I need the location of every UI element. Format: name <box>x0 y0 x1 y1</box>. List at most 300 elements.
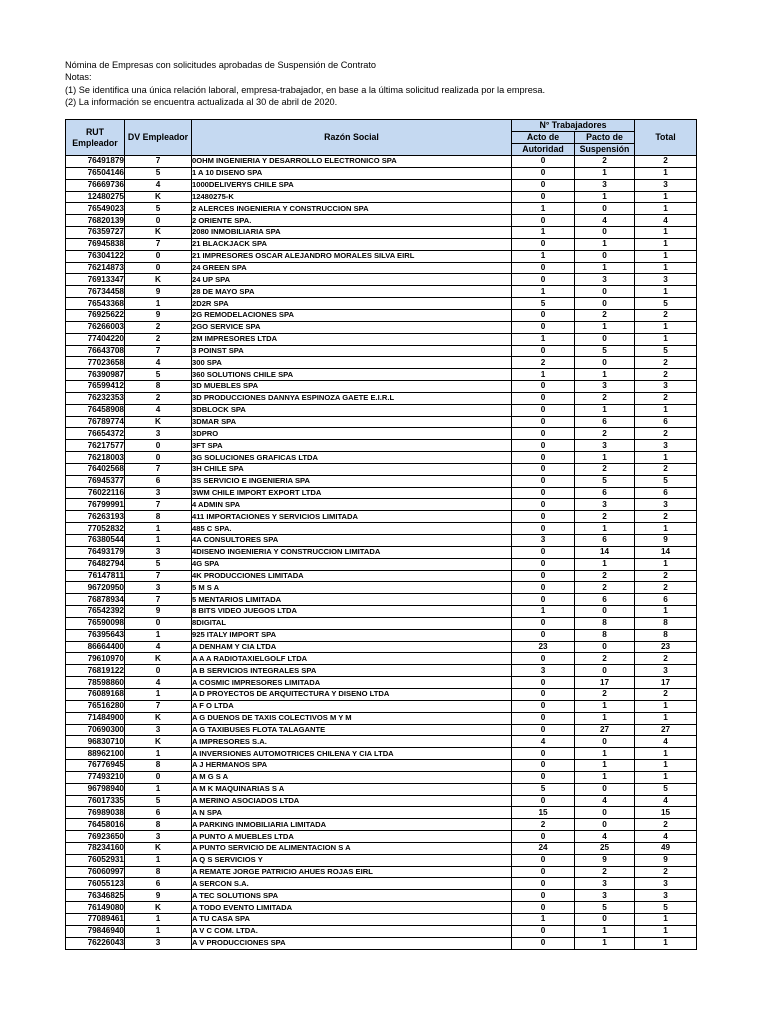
table-row <box>66 309 697 321</box>
cell-acto-autoridad: 0 <box>512 890 575 902</box>
cell-rut: 76820139 <box>66 215 125 227</box>
cell-pacto-suspension: 1 <box>575 404 635 416</box>
cell-pacto-suspension: 1 <box>575 238 635 250</box>
cell-dv: 3 <box>125 831 192 843</box>
cell-pacto-suspension: 1 <box>575 369 635 381</box>
cell-razon-social: 3 POINST SPA <box>192 345 512 357</box>
table-row <box>66 795 697 807</box>
cell-dv: 7 <box>125 700 192 712</box>
cell-razon-social: A COSMIC IMPRESORES LIMITADA <box>192 677 512 689</box>
table-row <box>66 298 697 310</box>
table-row <box>66 937 697 949</box>
cell-rut: 76149080 <box>66 902 125 914</box>
cell-dv: 7 <box>125 238 192 250</box>
cell-acto-autoridad: 0 <box>512 866 575 878</box>
cell-dv: 5 <box>125 203 192 215</box>
table-row <box>66 748 697 760</box>
cell-razon-social: 3D MUEBLES SPA <box>192 381 512 393</box>
cell-razon-social: 24 UP SPA <box>192 274 512 286</box>
cell-total: 1 <box>635 771 697 783</box>
cell-acto-autoridad: 0 <box>512 677 575 689</box>
table-row <box>66 463 697 475</box>
cell-dv: 7 <box>125 463 192 475</box>
cell-razon-social: 12480275-K <box>192 191 512 203</box>
cell-acto-autoridad: 0 <box>512 392 575 404</box>
table-row <box>66 345 697 357</box>
cell-razon-social: A INVERSIONES AUTOMOTRICES CHILENA Y CIA LTDA <box>192 748 512 760</box>
cell-razon-social: A IMPRESORES S.A. <box>192 736 512 748</box>
cell-rut: 76923650 <box>66 831 125 843</box>
cell-acto-autoridad: 1 <box>512 250 575 262</box>
table-row <box>66 274 697 286</box>
table-row <box>66 783 697 795</box>
table-row <box>66 724 697 736</box>
table-row <box>66 914 697 926</box>
cell-acto-autoridad: 0 <box>512 475 575 487</box>
cell-acto-autoridad: 0 <box>512 416 575 428</box>
cell-razon-social: 925 ITALY IMPORT SPA <box>192 629 512 641</box>
cell-acto-autoridad: 0 <box>512 511 575 523</box>
cell-acto-autoridad: 0 <box>512 487 575 499</box>
cell-total: 2 <box>635 156 697 168</box>
cell-rut: 76395643 <box>66 629 125 641</box>
cell-razon-social: 21 IMPRESORES OSCAR ALEJANDRO MORALES SILVA EIRL <box>192 250 512 262</box>
cell-pacto-suspension: 1 <box>575 760 635 772</box>
cell-dv: K <box>125 842 192 854</box>
cell-dv: 4 <box>125 357 192 369</box>
cell-pacto-suspension: 1 <box>575 262 635 274</box>
cell-pacto-suspension: 3 <box>575 878 635 890</box>
table-row <box>66 854 697 866</box>
cell-pacto-suspension: 2 <box>575 582 635 594</box>
cell-total: 3 <box>635 878 697 890</box>
cell-rut: 76669736 <box>66 179 125 191</box>
table-row <box>66 452 697 464</box>
cell-total: 49 <box>635 842 697 854</box>
header-pacto-line2: Suspensión <box>575 144 635 156</box>
cell-acto-autoridad: 0 <box>512 582 575 594</box>
table-row <box>66 925 697 937</box>
cell-total: 1 <box>635 748 697 760</box>
table-row <box>66 250 697 262</box>
cell-razon-social: 4G SPA <box>192 558 512 570</box>
cell-acto-autoridad: 0 <box>512 452 575 464</box>
cell-razon-social: 3H CHILE SPA <box>192 463 512 475</box>
cell-total: 2 <box>635 570 697 582</box>
cell-total: 1 <box>635 760 697 772</box>
cell-dv: 5 <box>125 558 192 570</box>
cell-dv: 1 <box>125 925 192 937</box>
cell-rut: 76390987 <box>66 369 125 381</box>
cell-pacto-suspension: 3 <box>575 499 635 511</box>
cell-acto-autoridad: 0 <box>512 167 575 179</box>
cell-total: 1 <box>635 452 697 464</box>
header-razon-social: Razón Social <box>192 120 512 156</box>
cell-acto-autoridad: 0 <box>512 700 575 712</box>
table-row <box>66 878 697 890</box>
cell-rut: 76147811 <box>66 570 125 582</box>
cell-dv: 9 <box>125 286 192 298</box>
cell-pacto-suspension: 9 <box>575 854 635 866</box>
cell-dv: 5 <box>125 369 192 381</box>
cell-razon-social: A B SERVICIOS INTEGRALES SPA <box>192 665 512 677</box>
cell-acto-autoridad: 0 <box>512 523 575 535</box>
table-row <box>66 428 697 440</box>
cell-razon-social: A M K MAQUINARIAS S A <box>192 783 512 795</box>
cell-total: 6 <box>635 416 697 428</box>
cell-rut: 76218003 <box>66 452 125 464</box>
table-row <box>66 404 697 416</box>
cell-dv: 8 <box>125 819 192 831</box>
cell-rut: 76599412 <box>66 381 125 393</box>
cell-pacto-suspension: 5 <box>575 475 635 487</box>
cell-acto-autoridad: 3 <box>512 535 575 547</box>
table-row <box>66 475 697 487</box>
cell-rut: 79610970 <box>66 653 125 665</box>
table-row <box>66 760 697 772</box>
cell-total: 1 <box>635 700 697 712</box>
cell-acto-autoridad: 0 <box>512 463 575 475</box>
header-acto-line1: Acto de <box>512 132 575 144</box>
cell-dv: 1 <box>125 854 192 866</box>
cell-acto-autoridad: 0 <box>512 771 575 783</box>
cell-pacto-suspension: 0 <box>575 606 635 618</box>
cell-acto-autoridad: 1 <box>512 369 575 381</box>
table-row <box>66 499 697 511</box>
cell-pacto-suspension: 8 <box>575 629 635 641</box>
table-row <box>66 238 697 250</box>
cell-acto-autoridad: 0 <box>512 712 575 724</box>
cell-rut: 76017335 <box>66 795 125 807</box>
cell-rut: 76380544 <box>66 535 125 547</box>
cell-razon-social: 8DIGITAL <box>192 617 512 629</box>
table-row <box>66 665 697 677</box>
cell-total: 27 <box>635 724 697 736</box>
table-row <box>66 215 697 227</box>
cell-dv: 9 <box>125 606 192 618</box>
cell-razon-social: 360 SOLUTIONS CHILE SPA <box>192 369 512 381</box>
cell-razon-social: 3DPRO <box>192 428 512 440</box>
cell-rut: 76052931 <box>66 854 125 866</box>
cell-acto-autoridad: 0 <box>512 795 575 807</box>
cell-pacto-suspension: 1 <box>575 191 635 203</box>
cell-rut: 76989038 <box>66 807 125 819</box>
cell-dv: 0 <box>125 665 192 677</box>
cell-total: 5 <box>635 902 697 914</box>
table-row <box>66 227 697 239</box>
cell-dv: 4 <box>125 404 192 416</box>
companies-table <box>65 119 697 950</box>
cell-pacto-suspension: 25 <box>575 842 635 854</box>
cell-rut: 76549023 <box>66 203 125 215</box>
cell-rut: 76232353 <box>66 392 125 404</box>
table-row <box>66 546 697 558</box>
cell-dv: 2 <box>125 392 192 404</box>
cell-pacto-suspension: 0 <box>575 357 635 369</box>
cell-pacto-suspension: 3 <box>575 274 635 286</box>
cell-dv: 3 <box>125 937 192 949</box>
table-row <box>66 558 697 570</box>
cell-rut: 76504146 <box>66 167 125 179</box>
cell-dv: 4 <box>125 677 192 689</box>
cell-dv: K <box>125 274 192 286</box>
cell-pacto-suspension: 17 <box>575 677 635 689</box>
cell-total: 8 <box>635 629 697 641</box>
cell-dv: 8 <box>125 381 192 393</box>
note-1: (1) Se identifica una única relación laboral, empresa-trabajador, en base a la última solicitud realizada por la empresa. <box>65 84 546 95</box>
cell-rut: 76089168 <box>66 688 125 700</box>
cell-total: 2 <box>635 511 697 523</box>
cell-acto-autoridad: 1 <box>512 227 575 239</box>
cell-razon-social: A A A RADIOTAXIELGOLF LTDA <box>192 653 512 665</box>
cell-pacto-suspension: 4 <box>575 215 635 227</box>
cell-rut: 76799991 <box>66 499 125 511</box>
cell-razon-social: A TODO EVENTO LIMITADA <box>192 902 512 914</box>
cell-rut: 76304122 <box>66 250 125 262</box>
cell-razon-social: 2G REMODELACIONES SPA <box>192 309 512 321</box>
cell-pacto-suspension: 2 <box>575 570 635 582</box>
cell-razon-social: 2 ORIENTE SPA. <box>192 215 512 227</box>
cell-total: 1 <box>635 558 697 570</box>
cell-rut: 76590098 <box>66 617 125 629</box>
cell-total: 5 <box>635 345 697 357</box>
cell-pacto-suspension: 0 <box>575 286 635 298</box>
cell-total: 1 <box>635 404 697 416</box>
cell-pacto-suspension: 2 <box>575 866 635 878</box>
table-row <box>66 641 697 653</box>
cell-acto-autoridad: 0 <box>512 594 575 606</box>
cell-acto-autoridad: 0 <box>512 309 575 321</box>
cell-rut: 76022116 <box>66 487 125 499</box>
cell-rut: 77052832 <box>66 523 125 535</box>
cell-total: 1 <box>635 167 697 179</box>
cell-pacto-suspension: 5 <box>575 902 635 914</box>
cell-rut: 77089461 <box>66 914 125 926</box>
cell-acto-autoridad: 0 <box>512 570 575 582</box>
cell-total: 2 <box>635 688 697 700</box>
cell-acto-autoridad: 0 <box>512 321 575 333</box>
cell-pacto-suspension: 2 <box>575 392 635 404</box>
cell-acto-autoridad: 4 <box>512 736 575 748</box>
cell-razon-social: 1 A 10 DISENO SPA <box>192 167 512 179</box>
cell-dv: 8 <box>125 511 192 523</box>
cell-dv: 0 <box>125 250 192 262</box>
cell-acto-autoridad: 5 <box>512 783 575 795</box>
cell-total: 2 <box>635 357 697 369</box>
cell-total: 14 <box>635 546 697 558</box>
cell-acto-autoridad: 0 <box>512 546 575 558</box>
table-row <box>66 333 697 345</box>
cell-razon-social: 8 BITS VIDEO JUEGOS LTDA <box>192 606 512 618</box>
cell-total: 3 <box>635 274 697 286</box>
cell-dv: 5 <box>125 795 192 807</box>
cell-acto-autoridad: 3 <box>512 665 575 677</box>
table-row <box>66 677 697 689</box>
cell-pacto-suspension: 4 <box>575 831 635 843</box>
cell-pacto-suspension: 8 <box>575 617 635 629</box>
cell-dv: 6 <box>125 878 192 890</box>
cell-dv: 0 <box>125 262 192 274</box>
cell-total: 1 <box>635 333 697 345</box>
cell-razon-social: A REMATE JORGE PATRICIO AHUES ROJAS EIRL <box>192 866 512 878</box>
cell-dv: 3 <box>125 546 192 558</box>
cell-pacto-suspension: 0 <box>575 227 635 239</box>
cell-total: 1 <box>635 914 697 926</box>
cell-pacto-suspension: 6 <box>575 416 635 428</box>
cell-pacto-suspension: 1 <box>575 700 635 712</box>
cell-razon-social: 300 SPA <box>192 357 512 369</box>
cell-pacto-suspension: 1 <box>575 558 635 570</box>
cell-pacto-suspension: 1 <box>575 167 635 179</box>
table-row <box>66 487 697 499</box>
cell-total: 4 <box>635 831 697 843</box>
cell-pacto-suspension: 2 <box>575 156 635 168</box>
cell-pacto-suspension: 0 <box>575 250 635 262</box>
cell-acto-autoridad: 0 <box>512 629 575 641</box>
cell-rut: 76542392 <box>66 606 125 618</box>
cell-acto-autoridad: 2 <box>512 357 575 369</box>
cell-pacto-suspension: 0 <box>575 819 635 831</box>
cell-dv: 0 <box>125 440 192 452</box>
table-row <box>66 890 697 902</box>
cell-dv: 2 <box>125 333 192 345</box>
cell-dv: 7 <box>125 156 192 168</box>
cell-pacto-suspension: 1 <box>575 321 635 333</box>
cell-razon-social: A TU CASA SPA <box>192 914 512 926</box>
cell-dv: 6 <box>125 807 192 819</box>
cell-razon-social: 2080 INMOBILIARIA SPA <box>192 227 512 239</box>
cell-rut: 76214873 <box>66 262 125 274</box>
cell-total: 1 <box>635 712 697 724</box>
cell-razon-social: 4 ADMIN SPA <box>192 499 512 511</box>
cell-acto-autoridad: 0 <box>512 499 575 511</box>
cell-acto-autoridad: 0 <box>512 748 575 760</box>
cell-dv: 4 <box>125 179 192 191</box>
cell-rut: 76776945 <box>66 760 125 772</box>
table-row <box>66 392 697 404</box>
cell-rut: 76346825 <box>66 890 125 902</box>
cell-rut: 96798940 <box>66 783 125 795</box>
cell-pacto-suspension: 6 <box>575 594 635 606</box>
cell-rut: 77493210 <box>66 771 125 783</box>
cell-total: 2 <box>635 653 697 665</box>
cell-rut: 96720950 <box>66 582 125 594</box>
cell-acto-autoridad: 0 <box>512 262 575 274</box>
cell-razon-social: 3FT SPA <box>192 440 512 452</box>
cell-acto-autoridad: 24 <box>512 842 575 854</box>
table-row <box>66 606 697 618</box>
cell-rut: 12480275 <box>66 191 125 203</box>
cell-razon-social: A TEC SOLUTIONS SPA <box>192 890 512 902</box>
cell-pacto-suspension: 1 <box>575 925 635 937</box>
cell-razon-social: 2GO SERVICE SPA <box>192 321 512 333</box>
note-2: (2) La información se encuentra actualizada al 30 de abril de 2020. <box>65 97 338 108</box>
cell-total: 2 <box>635 309 697 321</box>
table-body <box>66 156 697 950</box>
cell-dv: 1 <box>125 914 192 926</box>
cell-rut: 76789774 <box>66 416 125 428</box>
table-row <box>66 381 697 393</box>
cell-rut: 76263193 <box>66 511 125 523</box>
header-total: Total <box>635 120 697 156</box>
cell-total: 3 <box>635 665 697 677</box>
cell-pacto-suspension: 0 <box>575 333 635 345</box>
cell-razon-social: 2 ALERCES INGENIERIA Y CONSTRUCCION SPA <box>192 203 512 215</box>
cell-razon-social: 411 IMPORTACIONES Y SERVICIOS LIMITADA <box>192 511 512 523</box>
cell-razon-social: 2M IMPRESORES LTDA <box>192 333 512 345</box>
table-row <box>66 286 697 298</box>
table-row <box>66 771 697 783</box>
cell-rut: 76402568 <box>66 463 125 475</box>
cell-dv: 6 <box>125 475 192 487</box>
cell-acto-autoridad: 0 <box>512 724 575 736</box>
cell-dv: 8 <box>125 760 192 772</box>
cell-rut: 88962100 <box>66 748 125 760</box>
cell-rut: 76226043 <box>66 937 125 949</box>
cell-pacto-suspension: 2 <box>575 511 635 523</box>
table-row <box>66 570 697 582</box>
cell-acto-autoridad: 0 <box>512 156 575 168</box>
cell-total: 2 <box>635 392 697 404</box>
cell-acto-autoridad: 0 <box>512 831 575 843</box>
cell-pacto-suspension: 0 <box>575 203 635 215</box>
cell-total: 9 <box>635 854 697 866</box>
cell-razon-social: 28 DE MAYO SPA <box>192 286 512 298</box>
cell-rut: 76643708 <box>66 345 125 357</box>
cell-rut: 76217577 <box>66 440 125 452</box>
table-row <box>66 688 697 700</box>
table-row <box>66 831 697 843</box>
cell-acto-autoridad: 0 <box>512 902 575 914</box>
cell-acto-autoridad: 0 <box>512 238 575 250</box>
table-row <box>66 167 697 179</box>
cell-dv: 5 <box>125 167 192 179</box>
cell-acto-autoridad: 23 <box>512 641 575 653</box>
cell-acto-autoridad: 0 <box>512 878 575 890</box>
cell-pacto-suspension: 27 <box>575 724 635 736</box>
cell-rut: 76482794 <box>66 558 125 570</box>
cell-razon-social: A PARKING INMOBILIARIA LIMITADA <box>192 819 512 831</box>
cell-acto-autoridad: 5 <box>512 298 575 310</box>
cell-total: 1 <box>635 321 697 333</box>
cell-dv: 3 <box>125 724 192 736</box>
cell-total: 1 <box>635 203 697 215</box>
cell-dv: 1 <box>125 298 192 310</box>
document-notes <box>65 59 545 109</box>
cell-pacto-suspension: 2 <box>575 309 635 321</box>
cell-total: 15 <box>635 807 697 819</box>
cell-razon-social: 2D2R SPA <box>192 298 512 310</box>
cell-rut: 77023658 <box>66 357 125 369</box>
cell-total: 1 <box>635 238 697 250</box>
cell-pacto-suspension: 2 <box>575 653 635 665</box>
cell-total: 3 <box>635 499 697 511</box>
cell-dv: K <box>125 902 192 914</box>
cell-rut: 76458908 <box>66 404 125 416</box>
cell-razon-social: A V C COM. LTDA. <box>192 925 512 937</box>
cell-rut: 86664400 <box>66 641 125 653</box>
table-row <box>66 866 697 878</box>
table-row <box>66 357 697 369</box>
table-row <box>66 321 697 333</box>
cell-acto-autoridad: 0 <box>512 925 575 937</box>
cell-rut: 76925622 <box>66 309 125 321</box>
cell-pacto-suspension: 3 <box>575 381 635 393</box>
table-row <box>66 594 697 606</box>
cell-pacto-suspension: 6 <box>575 535 635 547</box>
cell-razon-social: 3S SERVICIO E INGENIERIA SPA <box>192 475 512 487</box>
cell-total: 2 <box>635 428 697 440</box>
